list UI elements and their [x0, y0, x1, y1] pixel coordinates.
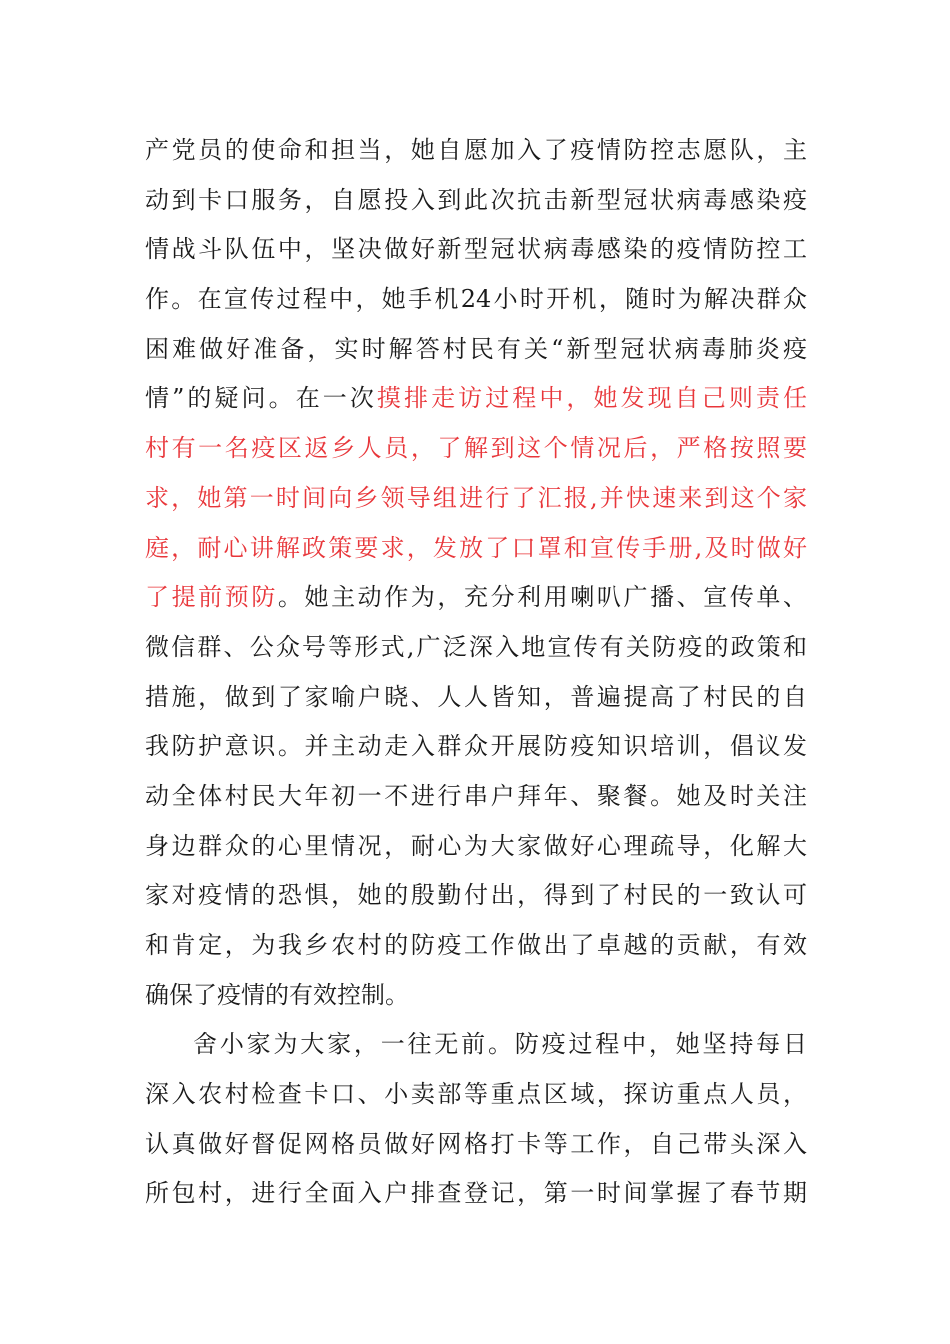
text-line: [145, 573, 807, 623]
text-line: [145, 971, 807, 1021]
text-line: [145, 772, 807, 822]
document-body: [145, 126, 807, 1219]
paragraph: [145, 126, 807, 1020]
text-line: [145, 673, 807, 723]
text-segment: 动到卡口服务，自愿投入到此次抗击新型冠状病毒感染疫: [145, 185, 807, 214]
text-line: [145, 623, 807, 673]
text-line: [145, 871, 807, 921]
text-line: [145, 374, 807, 424]
highlighted-text: 庭，耐心讲解政策要求，发放了口罩和宣传手册,及时做好: [145, 533, 807, 562]
highlighted-text: 了提前预防: [145, 583, 278, 612]
text-segment: 作。在宣传过程中，她手机24小时开机，随时为解决群众: [145, 285, 807, 314]
text-segment: 所包村，进行全面入户排查登记，第一时间掌握了春节期: [145, 1179, 807, 1208]
highlighted-text: 摸排走访过程中，她发现自己则责任: [376, 384, 807, 413]
text-line: [145, 225, 807, 275]
text-line: [145, 1070, 807, 1120]
text-line: [145, 325, 807, 375]
text-segment: 情”的疑问。在一次: [145, 384, 377, 413]
text-line: [145, 275, 807, 325]
text-segment: 身边群众的心里情况，耐心为大家做好心理疏导，化解大: [145, 831, 807, 860]
text-segment: 措施，做到了家喻户晓、人人皆知，普遍提高了村民的自: [145, 682, 807, 711]
text-segment: 确保了疫情的有效控制。: [145, 980, 409, 1009]
text-line: [145, 1169, 807, 1219]
text-line: [145, 176, 807, 226]
text-segment: 深入农村检查卡口、小卖部等重点区域，探访重点人员，: [145, 1080, 807, 1109]
text-line: [145, 722, 807, 772]
text-segment: 舍小家为大家，一往无前。防疫过程中，她坚持每日: [193, 1030, 807, 1059]
text-line: [145, 424, 807, 474]
text-line: [145, 921, 807, 971]
text-segment: 产党员的使命和担当，她自愿加入了疫情防控志愿队，主: [145, 136, 807, 164]
text-line: [145, 126, 807, 176]
highlighted-text: 求，她第一时间向乡领导组进行了汇报,并快速来到这个家: [145, 483, 807, 512]
text-segment: 困难做好准备，实时解答村民有关“新型冠状病毒肺炎疫: [145, 334, 807, 363]
text-segment: 和肯定，为我乡农村的防疫工作做出了卓越的贡献，有效: [145, 931, 807, 959]
paragraph: [145, 1020, 807, 1219]
text-segment: 认真做好督促网格员做好网格打卡等工作，自己带头深入: [145, 1129, 807, 1158]
text-segment: 动全体村民大年初一不进行串户拜年、聚餐。她及时关注: [145, 781, 807, 810]
text-segment: 我防护意识。并主动走入群众开展防疫知识培训，倡议发: [145, 732, 807, 761]
text-line: [145, 524, 807, 574]
text-line: [145, 1120, 807, 1170]
highlighted-text: 村有一名疫区返乡人员，了解到这个情况后，严格按照要: [145, 434, 807, 463]
text-segment: 家对疫情的恐惧，她的殷勤付出，得到了村民的一致认可: [145, 881, 807, 910]
text-line: [145, 474, 807, 524]
text-segment: 。她主动作为，充分利用喇叭广播、宣传单、: [277, 583, 807, 612]
text-segment: 情战斗队伍中，坚决做好新型冠状病毒感染的疫情防控工: [145, 235, 807, 264]
text-line: [145, 822, 807, 872]
text-line: [145, 1020, 807, 1070]
text-segment: 微信群、公众号等形式,广泛深入地宣传有关防疫的政策和: [145, 632, 807, 661]
